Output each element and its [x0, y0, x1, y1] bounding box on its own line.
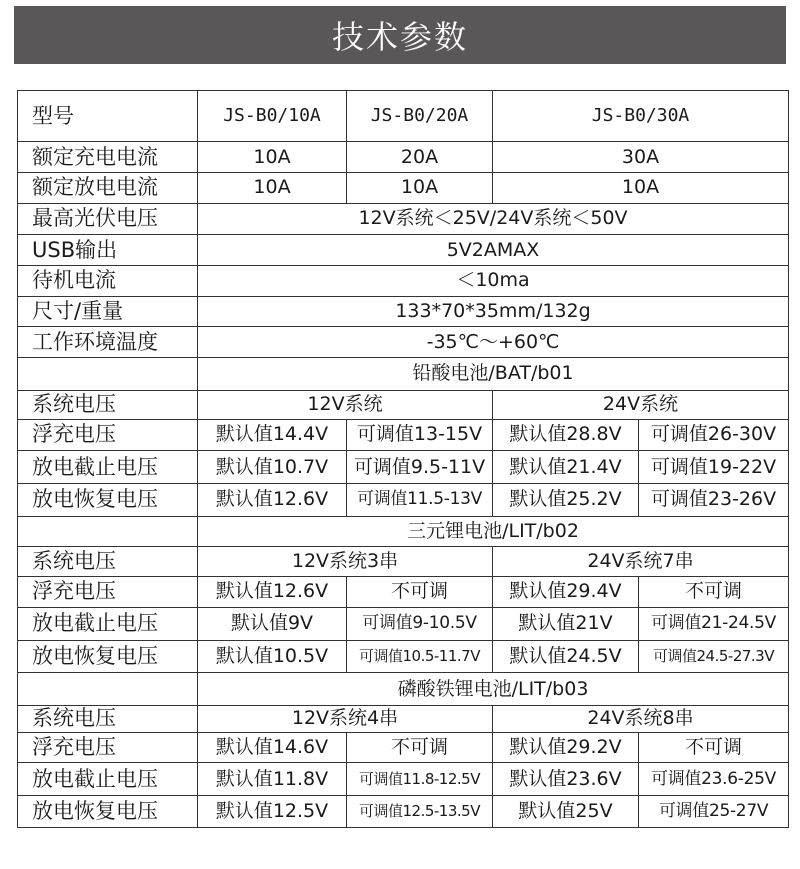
value-cell: 可调值19-22V [639, 451, 789, 484]
table-row [18, 91, 789, 142]
system-12v-cell: 12V系统 [198, 390, 493, 419]
row-label: 放电截止电压 [18, 763, 198, 796]
value-cell: 30A [493, 142, 789, 173]
value-cell: 可调值21-24.5V [639, 607, 789, 640]
value-cell: 可调值12.5-13.5V [347, 796, 493, 828]
spec-table [17, 90, 789, 828]
table-row [18, 296, 789, 327]
value-cell: 默认值28.8V [493, 419, 639, 451]
value-cell: 可调值13-15V [347, 419, 493, 451]
value-cell: 10A [198, 142, 347, 173]
system-24v-cell: 24V系统8串 [493, 706, 789, 733]
table-row [18, 763, 789, 796]
value-cell: 可调值25-27V [639, 796, 789, 828]
table-row [18, 451, 789, 484]
value-cell: 可调值9.5-11V [347, 451, 493, 484]
table-row [18, 203, 789, 235]
empty-cell [18, 516, 198, 547]
row-label: 系统电压 [18, 390, 198, 419]
value-cell: 默认值29.2V [493, 732, 639, 763]
value-cell: 默认值25V [493, 796, 639, 828]
row-label: 系统电压 [18, 547, 198, 577]
row-label: 放电截止电压 [18, 607, 198, 640]
value-cell: 不可调 [639, 732, 789, 763]
value-cell: 不可调 [639, 577, 789, 608]
value-cell: 可调值9-10.5V [347, 607, 493, 640]
value-cell: 默认值23.6V [493, 763, 639, 796]
value-cell: 不可调 [347, 732, 493, 763]
value-cell: 默认值12.6V [198, 483, 347, 516]
table-row [18, 235, 789, 266]
row-label: 放电恢复电压 [18, 483, 198, 516]
row-label: 待机电流 [18, 266, 198, 297]
system-12v-cell: 12V系统4串 [198, 706, 493, 733]
value-cell: 默认值21V [493, 607, 639, 640]
value-cell: 可调值23-26V [639, 483, 789, 516]
value-cell: 默认值14.4V [198, 419, 347, 451]
value-cell: 10A [347, 172, 493, 203]
value-cell: 默认值14.6V [198, 732, 347, 763]
value-cell: 可调值11.8-12.5V [347, 763, 493, 796]
table-row [18, 547, 789, 577]
table-row [18, 607, 789, 640]
table-row [18, 172, 789, 203]
value-cell: 不可调 [347, 577, 493, 608]
value-cell: 默认值11.8V [198, 763, 347, 796]
row-label: 放电恢复电压 [18, 796, 198, 828]
row-label: 尺寸/重量 [18, 296, 198, 327]
row-label: 浮充电压 [18, 732, 198, 763]
value-cell: -35℃～+60℃ [198, 327, 789, 358]
model-cell: JS-B0/30A [493, 91, 789, 142]
row-label: 浮充电压 [18, 577, 198, 608]
value-cell: 10A [198, 172, 347, 203]
value-cell: 10A [493, 172, 789, 203]
page-title: 技术参数 [331, 18, 468, 56]
value-cell: 133*70*35mm/132g [198, 296, 789, 327]
row-label: 额定放电电流 [18, 172, 198, 203]
section-title: 铅酸电池/BAT/b01 [198, 358, 789, 391]
empty-cell [18, 673, 198, 706]
model-cell: JS-B0/20A [347, 91, 493, 142]
table-row [18, 390, 789, 419]
value-cell: 默认值10.5V [198, 640, 347, 673]
model-cell: JS-B0/10A [198, 91, 347, 142]
value-cell: 默认值12.6V [198, 577, 347, 608]
section-title: 磷酸铁锂电池/LIT/b03 [198, 673, 789, 706]
table-row [18, 419, 789, 451]
table-row [18, 732, 789, 763]
value-cell: 默认值29.4V [493, 577, 639, 608]
row-label: 工作环境温度 [18, 327, 198, 358]
empty-cell [18, 358, 198, 391]
table-row [18, 577, 789, 608]
table-row [18, 483, 789, 516]
value-cell: 5V2AMAX [198, 235, 789, 266]
section-title: 三元锂电池/LIT/b02 [198, 516, 789, 547]
table-row [18, 266, 789, 297]
row-label: 放电截止电压 [18, 451, 198, 484]
row-label-model: 型号 [18, 91, 198, 142]
table-row [18, 327, 789, 358]
value-cell: 默认值12.5V [198, 796, 347, 828]
system-12v-cell: 12V系统3串 [198, 547, 493, 577]
system-24v-cell: 24V系统 [493, 390, 789, 419]
section-header-row [18, 358, 789, 391]
value-cell: 默认值25.2V [493, 483, 639, 516]
system-24v-cell: 24V系统7串 [493, 547, 789, 577]
value-cell: 默认值10.7V [198, 451, 347, 484]
table-row [18, 640, 789, 673]
table-row [18, 796, 789, 828]
value-cell: 可调值11.5-13V [347, 483, 493, 516]
row-label: USB输出 [18, 235, 198, 266]
value-cell: 可调值23.6-25V [639, 763, 789, 796]
value-cell: ＜10ma [198, 266, 789, 297]
table-row [18, 142, 789, 173]
row-label: 额定充电电流 [18, 142, 198, 173]
page-header [14, 6, 786, 64]
section-header-row [18, 516, 789, 547]
row-label: 最高光伏电压 [18, 203, 198, 235]
value-cell: 默认值9V [198, 607, 347, 640]
row-label: 放电恢复电压 [18, 640, 198, 673]
value-cell: 默认值24.5V [493, 640, 639, 673]
value-cell: 20A [347, 142, 493, 173]
value-cell: 12V系统＜25V/24V系统＜50V [198, 203, 789, 235]
value-cell: 默认值21.4V [493, 451, 639, 484]
row-label: 浮充电压 [18, 419, 198, 451]
value-cell: 可调值26-30V [639, 419, 789, 451]
value-cell: 可调值10.5-11.7V [347, 640, 493, 673]
table-row [18, 706, 789, 733]
value-cell: 可调值24.5-27.3V [639, 640, 789, 673]
section-header-row [18, 673, 789, 706]
row-label: 系统电压 [18, 706, 198, 733]
